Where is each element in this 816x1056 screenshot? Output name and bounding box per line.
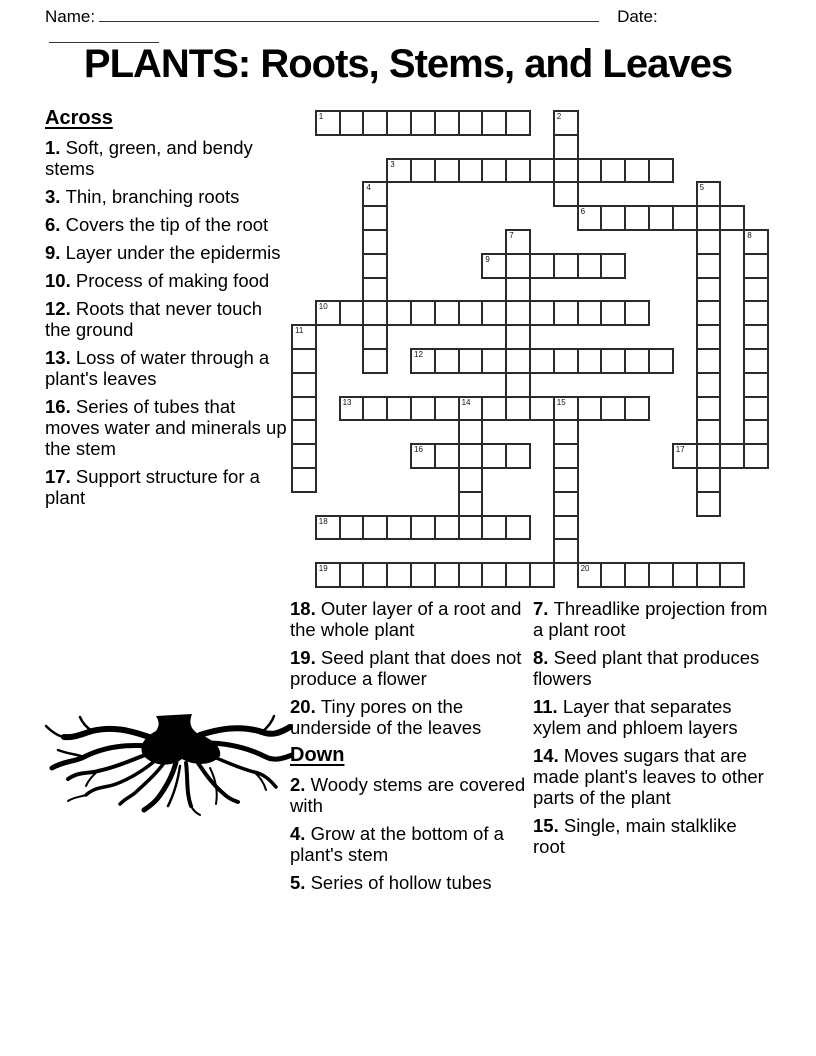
grid-cell[interactable] [696,396,722,422]
grid-cell[interactable] [719,562,745,588]
grid-cell-number: 9 [485,254,490,264]
grid-cell[interactable] [410,562,436,588]
grid-cell[interactable] [577,253,603,279]
grid-cell[interactable] [553,300,579,326]
name-blank-line[interactable] [99,6,599,22]
grid-cell[interactable] [458,158,484,184]
grid-cell[interactable] [553,491,579,517]
grid-cell[interactable] [362,300,388,326]
grid-cell[interactable] [505,515,531,541]
grid-cell[interactable] [624,300,650,326]
grid-cell[interactable] [362,181,388,207]
grid-cell[interactable] [386,158,412,184]
grid-cell[interactable] [624,348,650,374]
worksheet-header [45,6,771,28]
grid-cell[interactable] [696,253,722,279]
grid-cell[interactable] [505,158,531,184]
clue-item: 6. Covers the tip of the root [45,214,269,235]
grid-cell[interactable] [648,205,674,231]
grid-cell[interactable] [743,443,769,469]
grid-cell[interactable] [481,443,507,469]
grid-cell[interactable] [553,515,579,541]
grid-cell[interactable] [505,229,531,255]
date-blank-line[interactable] [49,27,159,43]
crossword-grid [292,111,768,587]
grid-cell[interactable] [505,110,531,136]
clue-item: 16. Series of tubes that moves water and minerals up the stem [45,396,287,459]
grid-cell[interactable] [362,348,388,374]
grid-cell[interactable] [696,205,722,231]
grid-cell[interactable] [719,443,745,469]
grid-cell[interactable] [339,562,365,588]
clue-item: 4. Grow at the bottom of a plant's stem [290,823,504,865]
grid-cell[interactable] [743,253,769,279]
grid-cell[interactable] [696,562,722,588]
grid-cell[interactable] [600,300,626,326]
grid-cell[interactable] [600,396,626,422]
grid-cell[interactable] [362,229,388,255]
grid-cell[interactable] [458,396,484,422]
page-title: PLANTS: Roots, Stems, and Leaves [83,42,733,86]
grid-cell-number: 7 [509,231,514,240]
clue-item: 1. Soft, green, and bendy stems [45,137,253,179]
grid-cell[interactable] [458,300,484,326]
grid-cell[interactable] [529,300,555,326]
grid-cell[interactable] [553,253,579,279]
grid-cell[interactable] [434,348,460,374]
clue-item: 3. Thin, branching roots [45,186,240,207]
grid-cell[interactable] [719,205,745,231]
grid-cell[interactable] [529,396,555,422]
grid-cell-number: 20 [580,564,590,574]
clue-item: 5. Series of hollow tubes [290,872,492,893]
clue-item: 8. Seed plant that produces flowers [533,647,760,689]
clue-item: 20. Tiny pores on the underside of the leaves [290,696,482,738]
grid-cell[interactable] [696,491,722,517]
grid-cell[interactable] [458,348,484,374]
clue-item: 11. Layer that separates xylem and phloem layers [533,696,738,738]
bottom-right-clues-column [533,598,769,864]
grid-cell[interactable] [362,515,388,541]
grid-cell[interactable] [434,562,460,588]
grid-cell-number: 6 [580,207,586,217]
grid-cell[interactable] [458,419,484,445]
grid-cell[interactable] [743,372,769,398]
grid-cell[interactable] [386,562,412,588]
grid-cell[interactable] [672,443,698,469]
grid-cell[interactable] [696,324,722,350]
grid-cell[interactable] [291,348,317,374]
grid-cell[interactable] [553,396,579,422]
grid-cell[interactable] [362,562,388,588]
grid-cell[interactable] [410,300,436,326]
grid-cell[interactable] [672,562,698,588]
across-heading: Across [45,107,113,129]
grid-cell[interactable] [743,300,769,326]
clue-item: 7. Threadlike projection from a plant root [533,598,768,640]
grid-cell[interactable] [696,467,722,493]
clue-item: 15. Single, main stalklike root [533,815,737,857]
grid-cell-number: 8 [747,231,752,240]
bottom-middle-clues-column [290,598,530,900]
grid-cell[interactable] [386,515,412,541]
grid-cell[interactable] [315,515,341,541]
grid-cell[interactable] [410,158,436,184]
grid-cell[interactable] [410,110,436,136]
grid-cell[interactable] [458,443,484,469]
grid-cell-number: 19 [318,564,328,574]
grid-cell-number: 5 [699,183,705,193]
grid-cell[interactable] [481,396,507,422]
grid-cell[interactable] [481,110,507,136]
clue-item: 19. Seed plant that does not produce a flower [290,647,522,689]
grid-cell[interactable] [696,419,722,445]
grid-cell[interactable] [553,181,579,207]
grid-cell[interactable] [672,205,698,231]
clue-item: 17. Support structure for a plant [45,466,260,508]
grid-cell[interactable] [481,348,507,374]
grid-cell[interactable] [362,324,388,350]
grid-cell[interactable] [648,348,674,374]
grid-cell[interactable] [529,253,555,279]
down-heading: Down [290,744,345,766]
grid-cell[interactable] [577,562,603,588]
grid-cell-number: 16 [414,445,423,455]
grid-cell[interactable] [696,443,722,469]
grid-cell[interactable] [291,443,317,469]
grid-cell[interactable] [505,253,531,279]
clue-item: 12. Roots that never touch the ground [45,298,262,340]
grid-cell[interactable] [553,348,579,374]
grid-cell[interactable] [291,467,317,493]
grid-cell[interactable] [624,396,650,422]
grid-cell[interactable] [553,538,579,564]
grid-cell[interactable] [291,396,317,422]
grid-cell[interactable] [743,348,769,374]
plant-roots-icon [40,708,294,818]
grid-cell[interactable] [458,467,484,493]
grid-cell[interactable] [458,491,484,517]
grid-cell[interactable] [529,158,555,184]
clue-item: 2. Woody stems are covered with [290,774,526,816]
grid-cell[interactable] [339,110,365,136]
grid-cell[interactable] [362,253,388,279]
grid-cell[interactable] [505,348,531,374]
grid-cell[interactable] [339,396,365,422]
grid-cell[interactable] [743,396,769,422]
grid-cell[interactable] [505,372,531,398]
grid-cell[interactable] [481,515,507,541]
grid-cell[interactable] [315,300,341,326]
across-clue-list-bottom [290,598,530,738]
grid-cell[interactable] [339,300,365,326]
grid-cell-number: 13 [342,397,352,407]
grid-cell-number: 3 [390,159,395,169]
grid-cell[interactable] [696,372,722,398]
grid-cell[interactable] [434,158,460,184]
grid-cell[interactable] [648,158,674,184]
grid-cell[interactable] [291,419,317,445]
grid-cell[interactable] [696,300,722,326]
grid-cell[interactable] [529,562,555,588]
grid-cell-number: 11 [295,326,304,336]
grid-cell[interactable] [600,348,626,374]
down-clue-list-right [533,598,769,857]
grid-cell[interactable] [648,562,674,588]
grid-cell[interactable] [481,158,507,184]
grid-cell[interactable] [743,419,769,445]
grid-cell[interactable] [600,205,626,231]
grid-cell[interactable] [553,158,579,184]
grid-cell[interactable] [410,443,436,469]
grid-cell[interactable] [577,348,603,374]
grid-cell[interactable] [291,324,317,350]
grid-cell-number: 15 [556,397,566,407]
across-clue-list [45,137,287,508]
grid-cell[interactable] [362,396,388,422]
grid-cell[interactable] [386,300,412,326]
grid-cell[interactable] [624,562,650,588]
grid-cell[interactable] [339,515,365,541]
grid-cell[interactable] [505,324,531,350]
grid-cell[interactable] [696,229,722,255]
grid-cell[interactable] [505,396,531,422]
name-label: Name: [45,7,96,26]
grid-cell[interactable] [600,253,626,279]
grid-cell[interactable] [505,562,531,588]
grid-cell[interactable] [577,205,603,231]
grid-cell-number: 2 [556,112,562,121]
grid-cell[interactable] [553,443,579,469]
clue-item: 9. Layer under the epidermis [45,242,281,263]
grid-cell[interactable] [386,396,412,422]
grid-cell[interactable] [577,158,603,184]
grid-cell[interactable] [434,515,460,541]
clue-item: 18. Outer layer of a root and the whole plant [290,598,522,640]
grid-cell-number: 4 [366,183,371,193]
grid-cell[interactable] [362,277,388,303]
down-clue-list-middle [290,774,530,893]
grid-cell[interactable] [743,277,769,303]
grid-cell[interactable] [577,396,603,422]
grid-cell[interactable] [696,181,722,207]
grid-cell[interactable] [553,467,579,493]
grid-cell-number: 12 [414,350,423,359]
grid-cell[interactable] [553,419,579,445]
grid-cell-number: 1 [318,112,324,121]
grid-cell-number: 14 [461,397,471,407]
grid-cell[interactable] [362,205,388,231]
grid-cell[interactable] [743,324,769,350]
grid-cell[interactable] [434,443,460,469]
clue-item: 13. Loss of water through a plant's leaves [45,347,270,389]
clue-item: 14. Moves sugars that are made plant's leaves to other parts of the plant [533,745,764,808]
grid-cell[interactable] [505,277,531,303]
grid-cell[interactable] [434,110,460,136]
grid-cell[interactable] [624,205,650,231]
grid-cell[interactable] [410,515,436,541]
grid-cell[interactable] [600,158,626,184]
grid-cell[interactable] [481,300,507,326]
grid-cell[interactable] [529,348,555,374]
grid-cell-number: 10 [318,302,328,312]
grid-cell[interactable] [505,300,531,326]
grid-cell[interactable] [624,158,650,184]
grid-cell[interactable] [315,562,341,588]
grid-cell[interactable] [315,110,341,136]
grid-cell[interactable] [505,443,531,469]
grid-cell[interactable] [434,300,460,326]
clue-item: 10. Process of making food [45,270,270,291]
grid-cell[interactable] [458,515,484,541]
grid-cell[interactable] [410,348,436,374]
grid-cell[interactable] [481,253,507,279]
grid-cell[interactable] [434,396,460,422]
grid-cell-number: 18 [318,516,328,526]
grid-cell[interactable] [386,110,412,136]
grid-cell[interactable] [291,372,317,398]
grid-cell[interactable] [362,110,388,136]
date-label: Date: [617,7,658,26]
grid-cell[interactable] [577,300,603,326]
grid-cell[interactable] [600,562,626,588]
grid-cell[interactable] [553,110,579,136]
grid-cell-number: 17 [675,445,685,455]
grid-cell[interactable] [696,277,722,303]
grid-cell[interactable] [696,348,722,374]
across-clues-column [45,108,287,515]
grid-cell[interactable] [458,562,484,588]
grid-cell[interactable] [481,562,507,588]
grid-cell[interactable] [553,134,579,160]
grid-cell[interactable] [458,110,484,136]
grid-cell[interactable] [743,229,769,255]
grid-cell[interactable] [410,396,436,422]
